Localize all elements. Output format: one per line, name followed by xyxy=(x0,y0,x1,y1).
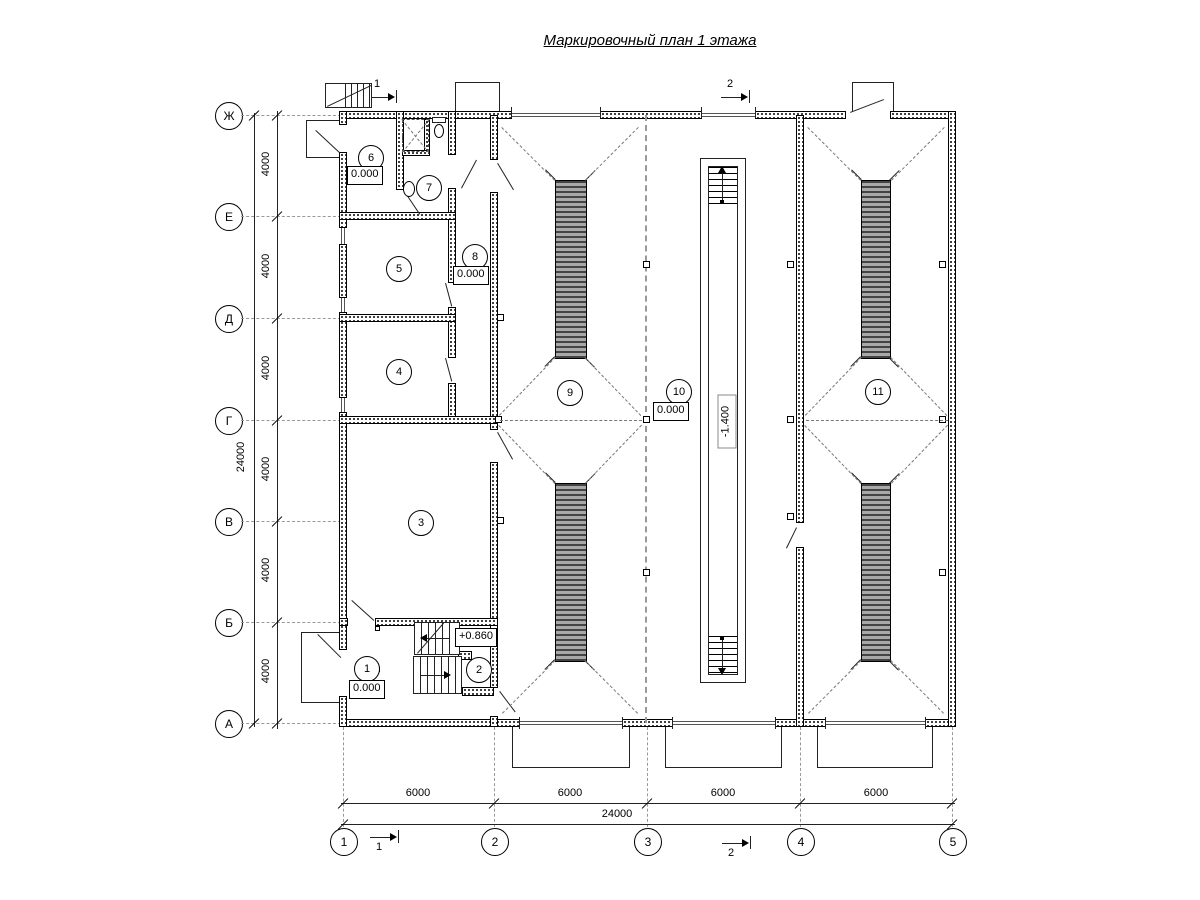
axis-leader xyxy=(952,727,953,827)
ramp-strip xyxy=(861,483,891,662)
col-axis-bubble: 5 xyxy=(939,828,967,856)
elevation-label: 0.000 xyxy=(653,402,689,421)
opening-tick xyxy=(755,107,756,118)
opening-tick xyxy=(622,717,623,729)
opening-tick xyxy=(775,717,776,729)
slope-line xyxy=(500,420,642,421)
stair-riser xyxy=(455,657,456,693)
row-axis-bubble: Б xyxy=(215,609,243,637)
dim-label-6000: 6000 xyxy=(863,787,889,799)
axis-leader xyxy=(241,723,341,724)
slope-line xyxy=(585,425,642,484)
room-number: 6 xyxy=(358,145,384,171)
dim-label-24000: 24000 xyxy=(601,808,633,820)
elevation-label-pit: -1.400 xyxy=(718,395,737,449)
opening-tick xyxy=(672,717,673,729)
pilaster xyxy=(787,416,794,423)
wall-segment xyxy=(948,111,956,727)
slope-line xyxy=(498,425,555,484)
room-number: 3 xyxy=(408,510,434,536)
slope-line xyxy=(805,357,862,416)
row-axis-bubble: Ж xyxy=(215,102,243,130)
dim-line-24000-h xyxy=(341,824,955,825)
row-axis-bubble: Е xyxy=(215,203,243,231)
axis-leader xyxy=(241,420,341,421)
room-number: 10 xyxy=(666,379,692,405)
dim-label-4000: 4000 xyxy=(260,456,272,482)
wall-segment xyxy=(339,212,456,220)
section-mark-bar xyxy=(749,90,750,103)
pilaster xyxy=(787,513,794,520)
pilaster xyxy=(497,314,504,321)
slope-line xyxy=(890,660,944,714)
door-leaf xyxy=(351,600,374,621)
stair-riser xyxy=(369,84,370,107)
elevation-label: 0.000 xyxy=(349,680,385,699)
entrance-porch xyxy=(306,120,339,158)
ramp-strip xyxy=(861,180,891,359)
pilaster xyxy=(643,569,650,576)
wall-segment xyxy=(339,111,512,119)
wall-segment xyxy=(490,462,498,688)
entrance-porch xyxy=(301,632,339,703)
row-axis-bubble: Г xyxy=(215,407,243,435)
col-axis-bubble: 4 xyxy=(787,828,815,856)
wall-segment xyxy=(462,687,494,696)
slope-line xyxy=(807,127,861,181)
axis-leader xyxy=(647,727,648,827)
room-number: 2 xyxy=(466,657,492,683)
pilaster xyxy=(939,261,946,268)
room-number: 8 xyxy=(462,244,488,270)
pilaster xyxy=(787,261,794,268)
stair-arrow-icon xyxy=(444,671,451,679)
dim-label-4000: 4000 xyxy=(260,557,272,583)
wall-segment xyxy=(339,111,347,125)
wall-segment xyxy=(448,111,456,155)
wall-segment xyxy=(490,716,498,727)
slope-line xyxy=(502,660,556,714)
slope-line xyxy=(499,357,556,416)
ramp-strip xyxy=(555,483,587,662)
section-mark-label: 1 xyxy=(373,78,381,90)
pilaster xyxy=(643,416,650,423)
slope-line xyxy=(804,425,861,484)
slope-line xyxy=(891,425,948,484)
pit-arrow-icon xyxy=(718,668,726,675)
section-mark-label: 2 xyxy=(727,847,735,859)
window-segment xyxy=(341,298,345,312)
dim-label-4000: 4000 xyxy=(260,253,272,279)
section-arrow-icon xyxy=(741,93,748,101)
loading-dock xyxy=(665,727,782,768)
room-number: 7 xyxy=(416,175,442,201)
axis-leader xyxy=(800,727,801,827)
window-segment xyxy=(512,113,600,117)
window-segment xyxy=(341,398,345,412)
strip-tick xyxy=(888,357,899,368)
section-mark-label: 2 xyxy=(726,78,734,90)
wall-segment xyxy=(622,719,673,727)
row-axis-bubble: Д xyxy=(215,305,243,333)
stair-arrow-line xyxy=(420,675,446,676)
wall-segment xyxy=(890,111,956,119)
loading-dock xyxy=(512,727,630,768)
toilet-tank-icon xyxy=(432,117,446,123)
room-number: 9 xyxy=(557,380,583,406)
pit-arrow-icon xyxy=(718,166,726,173)
sink-icon xyxy=(403,181,415,197)
loading-dock xyxy=(817,727,933,768)
opening-tick xyxy=(511,107,512,118)
opening-tick xyxy=(600,107,601,118)
elevation-label: +0.860 xyxy=(455,628,497,647)
door-leaf xyxy=(461,160,477,189)
opening-tick xyxy=(825,717,826,729)
wall-segment xyxy=(600,111,702,119)
window-segment xyxy=(341,228,345,244)
pilaster xyxy=(643,261,650,268)
window-segment xyxy=(702,113,755,117)
door-leaf xyxy=(445,283,452,306)
elevation-label: 0.000 xyxy=(453,266,489,285)
axis-leader xyxy=(494,727,495,827)
pit-arrow-dot xyxy=(720,636,724,640)
section-mark-label: 1 xyxy=(375,841,383,853)
wall-segment xyxy=(339,312,347,398)
slope-line xyxy=(501,127,555,181)
dim-label-6000: 6000 xyxy=(710,787,736,799)
axis-leader xyxy=(241,115,341,116)
opening-tick xyxy=(701,107,702,118)
dim-label-6000: 6000 xyxy=(405,787,431,799)
opening-tick xyxy=(519,717,520,729)
dim-label-6000: 6000 xyxy=(557,787,583,799)
pilaster xyxy=(497,517,504,524)
strip-tick xyxy=(888,660,899,671)
opening-tick xyxy=(925,717,926,729)
col-axis-bubble: 3 xyxy=(634,828,662,856)
section-mark-bar xyxy=(396,90,397,103)
wall-segment xyxy=(339,244,347,298)
pit-arrow-line xyxy=(722,172,723,202)
axis-leader xyxy=(241,318,341,319)
slope-line xyxy=(806,420,948,421)
stair-riser xyxy=(345,84,346,107)
axis-leader xyxy=(343,727,344,827)
door-leaf xyxy=(786,527,797,548)
wall-segment xyxy=(490,192,498,430)
pit-arrow-line xyxy=(722,638,723,668)
section-mark-bar xyxy=(398,830,399,843)
row-axis-bubble: А xyxy=(215,710,243,738)
slope-line xyxy=(890,357,947,416)
wall-segment xyxy=(339,696,347,727)
col-axis-bubble: 1 xyxy=(330,828,358,856)
row-axis-bubble: В xyxy=(215,508,243,536)
door-leaf xyxy=(445,358,452,381)
gate-segment xyxy=(826,721,925,725)
entrance-canopy xyxy=(455,82,500,112)
drawing-title: Маркировочный план 1 этажа xyxy=(543,32,757,49)
slope-line xyxy=(891,127,945,181)
elevation-label: 0.000 xyxy=(347,166,383,185)
gate-segment xyxy=(673,721,775,725)
dim-label-24000: 24000 xyxy=(235,441,247,473)
wall-segment xyxy=(339,314,456,322)
section-mark-bar xyxy=(750,836,751,849)
slope-line xyxy=(584,357,641,416)
dim-line-24000-v xyxy=(254,113,255,727)
axis-leader xyxy=(241,521,341,522)
stair-riser xyxy=(357,84,358,107)
room-number: 1 xyxy=(354,656,380,682)
slope-line xyxy=(584,660,638,714)
wall-segment xyxy=(339,416,498,424)
dim-label-4000: 4000 xyxy=(260,355,272,381)
wall-segment xyxy=(339,412,347,650)
pit-arrow-dot xyxy=(720,200,724,204)
section-arrow-icon xyxy=(390,833,397,841)
room-number: 5 xyxy=(386,256,412,282)
wall-segment xyxy=(796,115,804,523)
pilaster xyxy=(939,569,946,576)
axis-leader xyxy=(241,622,341,623)
pilaster xyxy=(375,626,380,631)
section-arrow-icon xyxy=(742,839,749,847)
axis-leader xyxy=(241,216,341,217)
slope-line xyxy=(585,127,639,181)
toilet-bowl-icon xyxy=(434,124,444,138)
dim-label-4000: 4000 xyxy=(260,151,272,177)
room-number: 11 xyxy=(865,379,891,405)
wall-segment xyxy=(490,115,498,160)
dim-label-4000: 4000 xyxy=(260,658,272,684)
wall-segment xyxy=(796,547,804,727)
ramp-strip xyxy=(555,180,587,359)
gate-segment xyxy=(520,721,622,725)
section-arrow-icon xyxy=(388,93,395,101)
col-axis-bubble: 2 xyxy=(481,828,509,856)
room-number: 4 xyxy=(386,359,412,385)
slope-line xyxy=(808,660,862,714)
door-leaf xyxy=(497,163,514,190)
wall-segment xyxy=(339,618,348,626)
